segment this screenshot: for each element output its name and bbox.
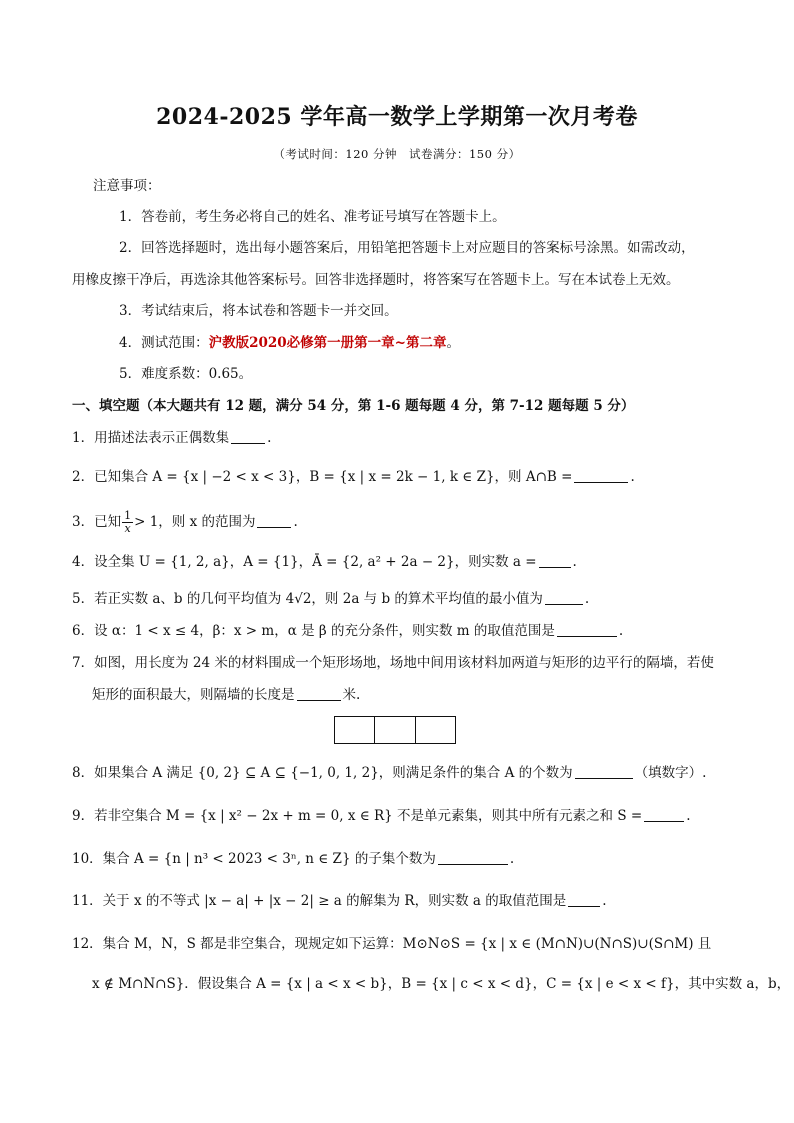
answer-blank [257, 513, 291, 528]
notice-item-1: 1．答卷前，考生务必将自己的姓名、准考证号填写在答题卡上。 [119, 209, 506, 225]
question-12: 12．集合 M，N，S 都是非空集合，现规定如下运算：M⊙N⊙S = {x | x ∈ (M∩N)∪(N∩S)∪(S∩M) 且 [72, 936, 712, 952]
question-9: 9．若非空集合 M = {x | x² − 2x + m = 0, x ∈ R} 不是单元素集，则其中所有元素之和 S = . [72, 808, 691, 824]
notice-item-5: 5．难度系数：0.65。 [119, 366, 253, 382]
notice-item-4 [119, 333, 460, 353]
question-11: 11．关于 x 的不等式 |x − a| + |x − 2| ≥ a 的解集为 R，则实数 a 的取值范围是 . [72, 893, 607, 909]
notice-heading: 注意事项： [93, 178, 161, 194]
rectangle-partition-diagram [334, 716, 456, 744]
answer-blank [539, 553, 571, 568]
exam-title: 2024-2025 学年高一数学上学期第一次月考卷 [156, 104, 638, 130]
answer-blank [545, 590, 583, 605]
answer-blank [568, 892, 600, 907]
notice-item-4-end: 。 [446, 335, 460, 351]
notice-item-2-cont: 用橡皮擦干净后，再选涂其他答案标号。回答非选择题时，将答案写在答题卡上。写在本试卷上无效。 [72, 272, 680, 288]
question-8: 8．如果集合 A 满足 {0, 2} ⊆ A ⊆ {−1, 0, 1, 2}，则满足条件的集合 A 的个数为 （填数字）. [72, 765, 707, 781]
diagram-cell [375, 717, 415, 743]
answer-blank [297, 686, 341, 701]
answer-blank [438, 850, 508, 865]
question-5: 5．若正实数 a、b 的几何平均值为 4√2，则 2a 与 b 的算术平均值的最小值为 . [72, 591, 590, 607]
question-10: 10．集合 A = {n | n³ < 2023 < 3ⁿ, n ∈ Z} 的子集个数为 . [72, 851, 515, 867]
answer-blank [557, 622, 617, 637]
fraction: $\frac{1}{x}$ [124, 509, 132, 535]
question-3: 3．已知 $\frac{1}{x}$ > 1，则 x 的范围为 . [72, 509, 298, 535]
question-7-cont: 矩形的面积最大，则隔墙的长度是 米. [92, 687, 361, 703]
diagram-cell [416, 717, 455, 743]
question-4: 4．设全集 U = {1, 2, a}，A = {1}，Ā = {2, a² + 2a − 2}，则实数 a = . [72, 554, 577, 570]
question-2: 2．已知集合 A = {x | −2 < x < 3}，B = {x | x = 2k − 1, k ∈ Z}，则 A∩B = . [72, 469, 635, 485]
answer-blank [644, 807, 684, 822]
question-1: 1．用描述法表示正偶数集 . [72, 430, 272, 446]
notice-item-2: 2．回答选择题时，选出每小题答案后，用铅笔把答题卡上对应题目的答案标号涂黑。如需改动， [119, 240, 695, 256]
question-6: 6．设 α：1 < x ≤ 4，β：x > m，α 是 β 的充分条件，则实数 m 的取值范围是 . [72, 623, 624, 639]
answer-blank [574, 468, 628, 483]
question-12-cont: x ∉ M∩N∩S}．假设集合 A = {x | a < x < b}，B = {x | c < x < d}，C = {x | e < x < f}，其中实数 a，b， [92, 976, 791, 992]
diagram-cell [335, 717, 375, 743]
answer-blank [231, 429, 265, 444]
question-7: 7．如图，用长度为 24 米的材料围成一个矩形场地，场地中间用该材料加两道与矩形的边平行的隔墙，若使 [72, 655, 714, 671]
notice-item-4-label: 4．测试范围： [119, 335, 209, 351]
notice-item-3: 3．考试结束后，将本试卷和答题卡一并交回。 [119, 303, 398, 319]
section1-heading: 一、填空题（本大题共有 12 题，满分 54 分，第 1-6 题每题 4 分，第 7-12 题每题 5 分） [72, 398, 635, 414]
answer-blank [575, 764, 633, 779]
test-scope: 沪教版2020必修第一册第一章~第二章 [208, 335, 447, 351]
exam-subtitle: （考试时间：120 分钟 试卷满分：150 分） [273, 147, 521, 161]
